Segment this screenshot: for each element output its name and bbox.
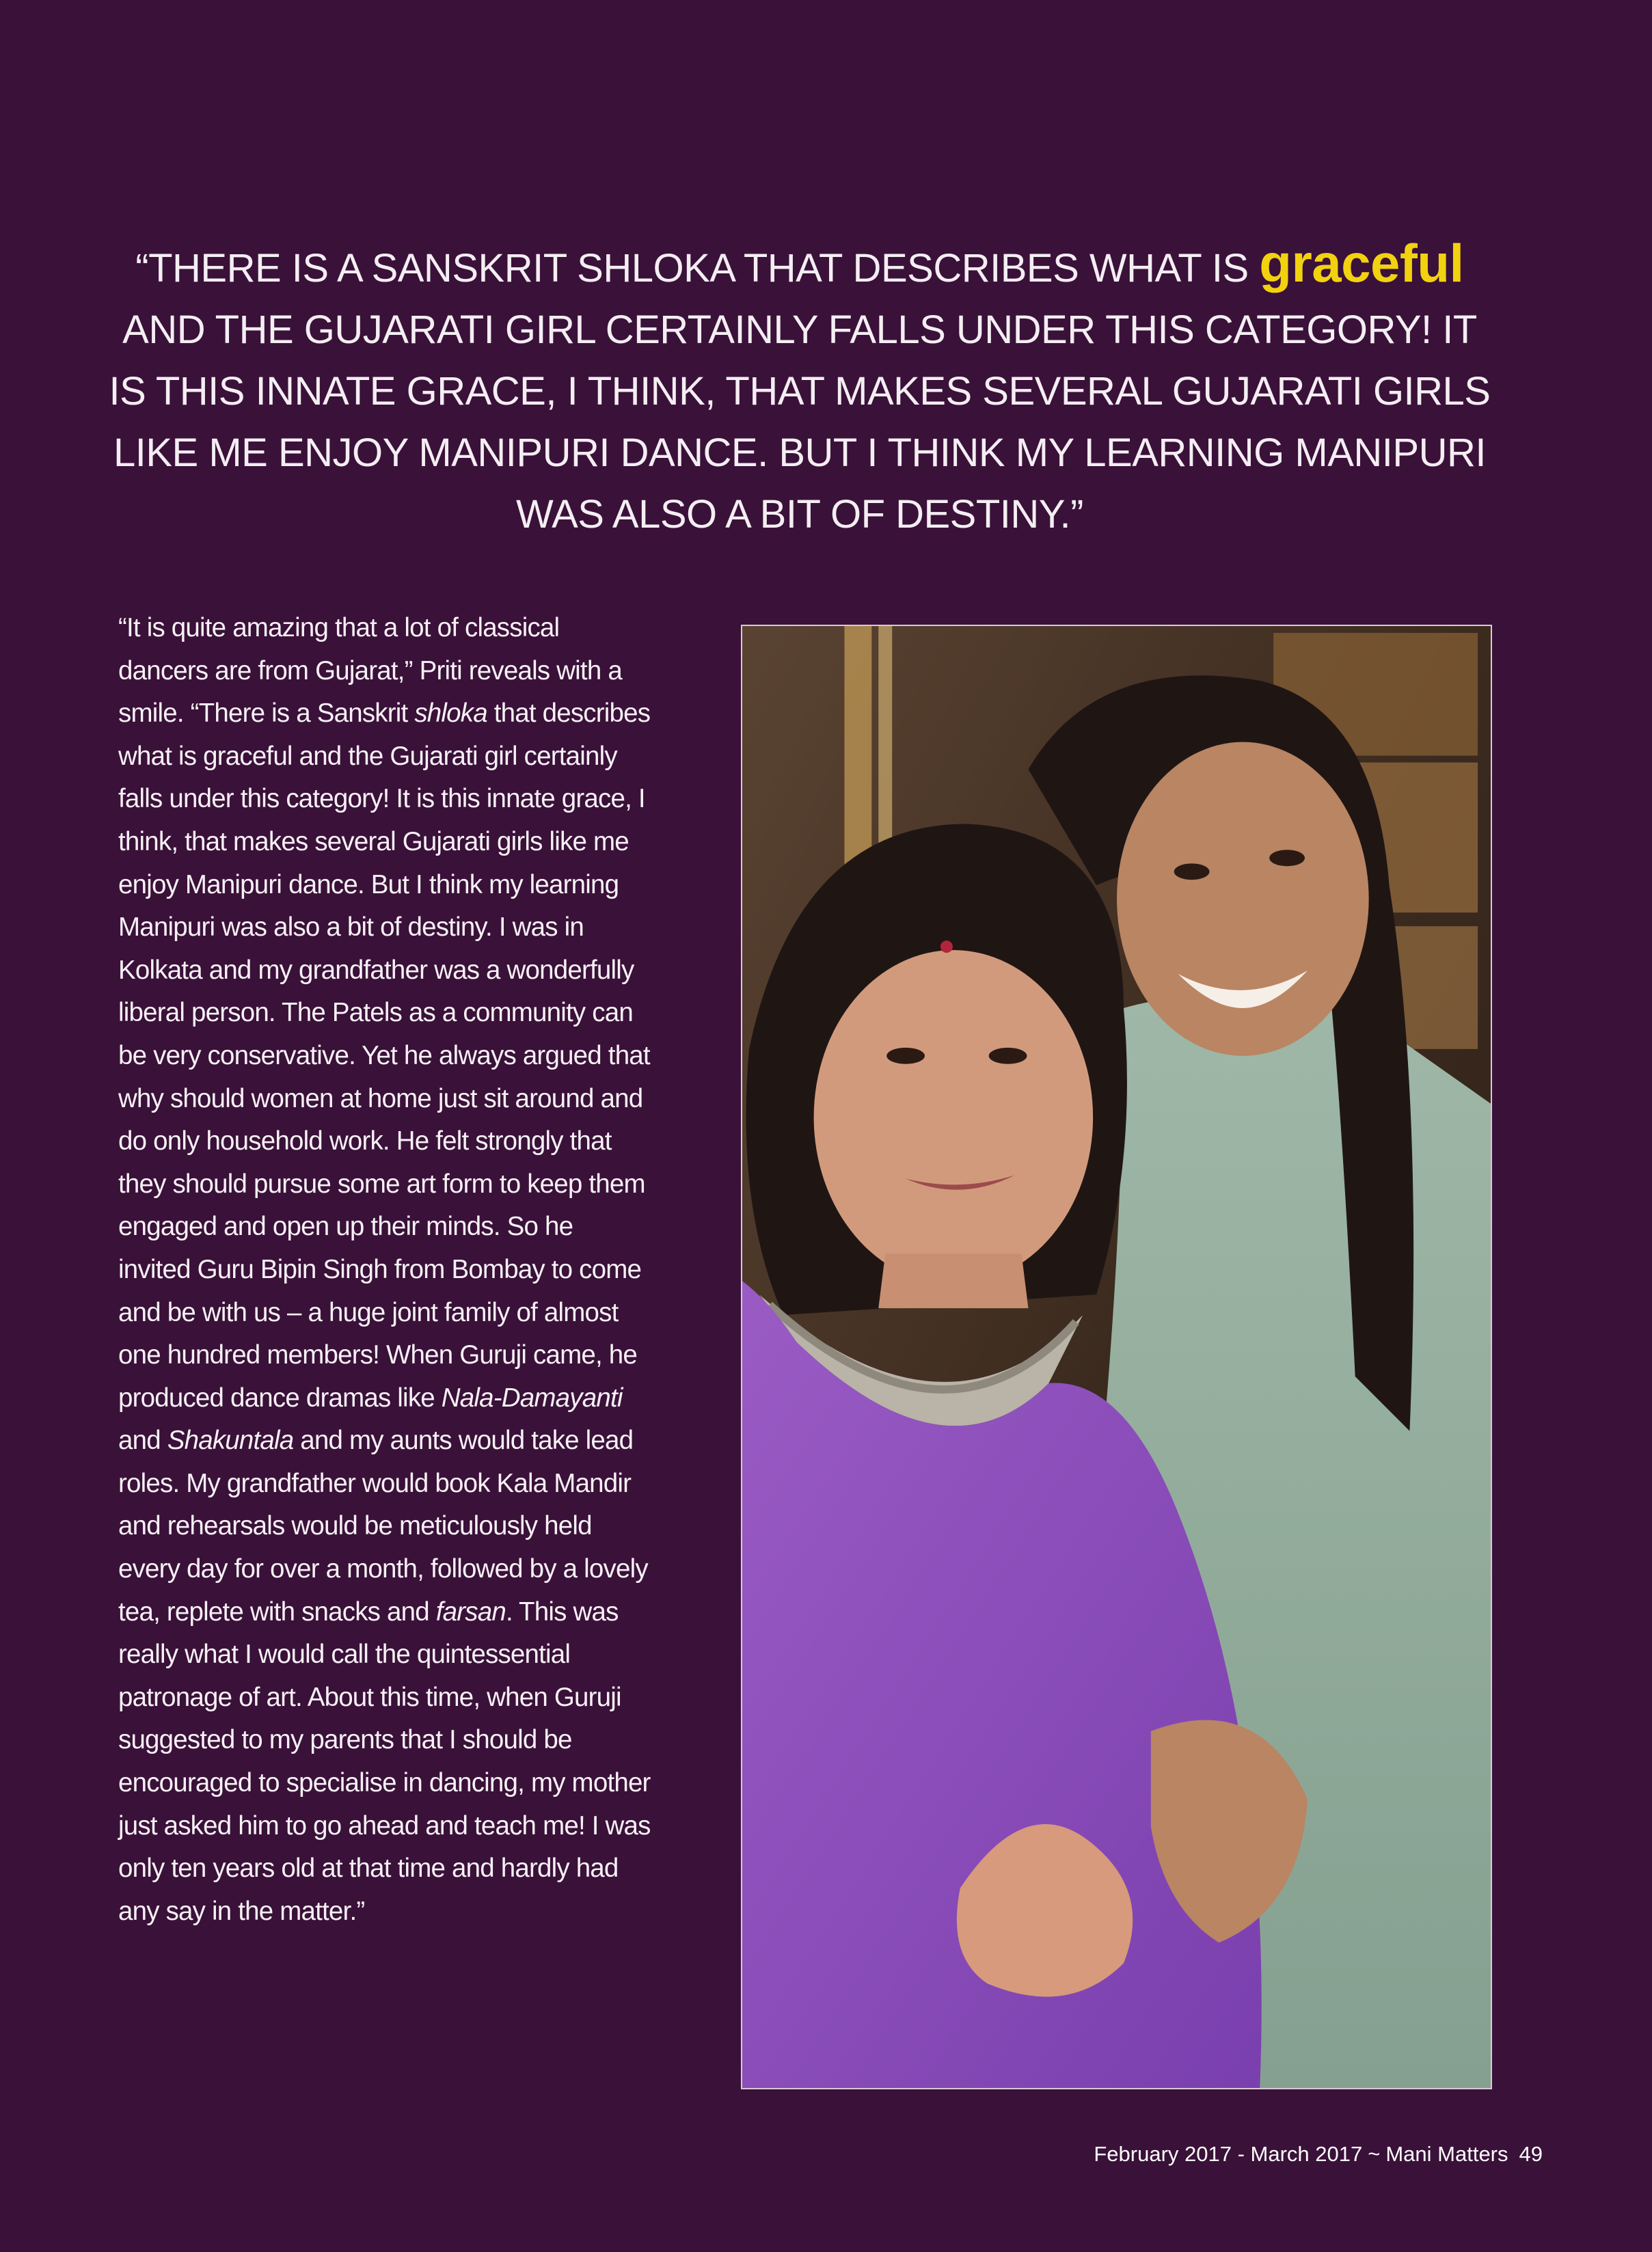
pull-quote-lead: “THERE IS A SANSKRIT SHLOKA THAT DESCRIBES WHAT IS	[135, 246, 1260, 290]
body-text-5: . This was really what I would call the quintessential patronage of art. About this time, when Guruji suggested to my parents that I should be encouraged to specialise in dancing, my mother just asked him to go ahead and teach me! I was only ten years old at that time and hardly had any say in the matter.”	[118, 1597, 651, 1926]
body-text-2: that describes what is graceful and the Gujarati girl certainly falls under this category! It is this innate grace, I think, that makes several Gujarati girls like me enjoy Manipuri dance. But I think my learning Manipuri was also a bit of destiny. I was in Kolkata and my grandfather was a wonderfully liberal person. The Patels as a community can be very conservative. Yet he always argued that why should women at home just sit around and do only household work. He felt strongly that they should pursue some art form to keep them engaged and open up their minds. So he invited Guru Bipin Singh from Bombay to come and be with us – a huge joint family of almost one hundred members! When Guruji came, he produced dance dramas like	[118, 698, 651, 1413]
body-italic-farsan: farsan	[435, 1597, 506, 1627]
body-text-4: and my aunts would take lead roles. My grandfather would book Kala Mandir and rehearsals would be meticulously held every day for over a month, followed by a lovely tea, replete with snacks and	[118, 1426, 648, 1627]
article-body	[118, 607, 651, 1933]
photo-two-women	[741, 625, 1492, 2089]
body-italic-nala-damayanti: Nala-Damayanti	[441, 1383, 623, 1413]
body-text-3: and	[118, 1426, 167, 1456]
footer-magazine: Mani Matters	[1385, 2142, 1508, 2166]
body-italic-shloka: shloka	[414, 698, 487, 729]
body-italic-shakuntala: Shakuntala	[167, 1426, 294, 1456]
pull-quote	[103, 232, 1497, 545]
footer-separator: ~	[1368, 2142, 1381, 2166]
pull-quote-highlight: graceful	[1259, 233, 1464, 293]
footer-issue: February 2017 - March 2017	[1094, 2142, 1363, 2166]
body-text-1: “It is quite amazing that a lot of classical dancers are from Gujarat,” Priti reveals with a smile. “There is a Sanskrit	[118, 613, 622, 729]
page-footer	[1094, 2142, 1543, 2167]
pull-quote-rest: AND THE GUJARATI GIRL CERTAINLY FALLS UNDER THIS CATEGORY! IT IS THIS INNATE GRACE, I THINK, THAT MAKES SEVERAL GUJARATI GIRLS LIKE ME ENJOY MANIPURI DANCE. BUT I THINK MY LEARNING MANIPURI WAS ALSO A BIT OF DESTINY.”	[109, 308, 1491, 537]
page-number: 49	[1519, 2142, 1543, 2166]
